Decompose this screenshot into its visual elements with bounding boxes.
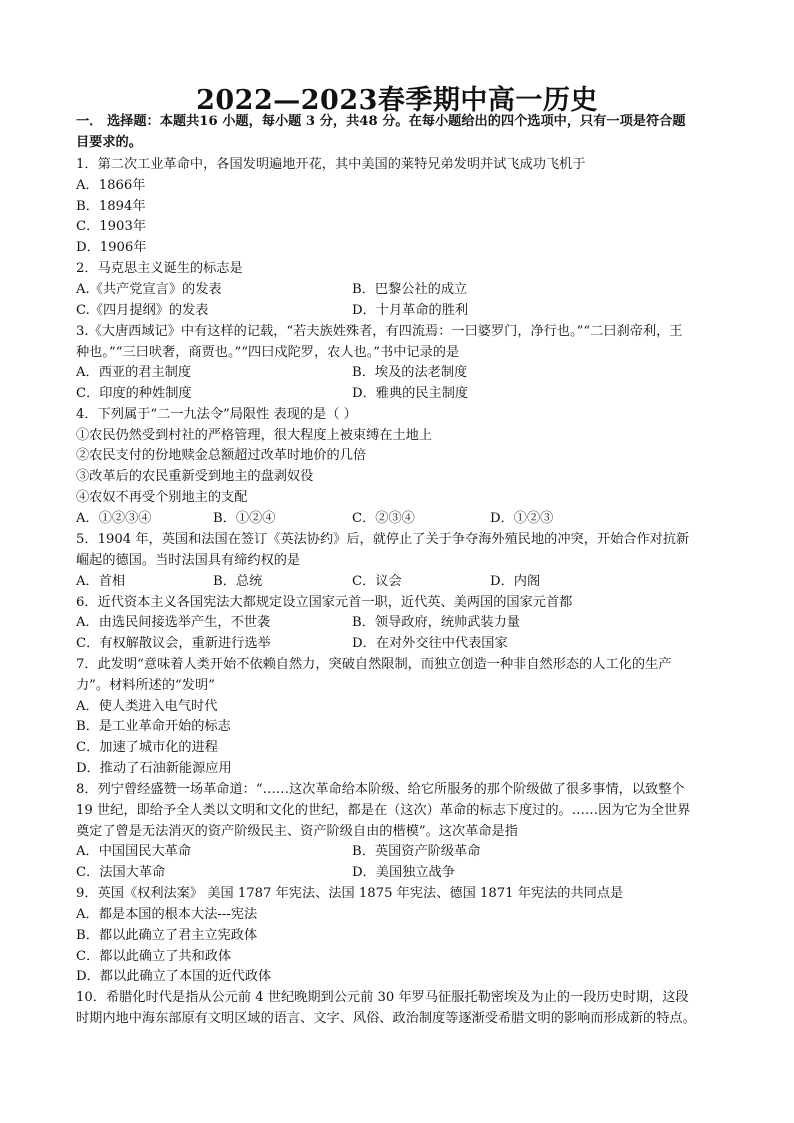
question-8-row-1	[76, 842, 726, 862]
question-2-option-b: B．巴黎公社的成立	[352, 282, 468, 297]
question-9-stem: 9．英国《权利法案》 美国 1787 年宪法、法国 1875 年宪法、德国 1871 年宪法的共同点是	[76, 886, 624, 901]
question-4-stem: 4．下列属于“二一九法令”局限性 表现的是（ ）	[76, 407, 357, 422]
question-6-option-c: C．有权解散议会，重新进行选举	[76, 636, 271, 651]
question-3-option-d: D．雅典的民主制度	[352, 386, 469, 401]
question-7-stem: 7．此发明“意味着人类开始不依赖自然力，突破自然限制，而独立创造一种非自然形态的人工化的生产	[76, 657, 672, 672]
question-4-option-c: C．②③④	[352, 511, 415, 526]
question-6-stem: 6．近代资本主义各国宪法大都规定设立国家元首一职，近代英、美两国的国家元首都	[76, 595, 573, 610]
question-2-row-2	[76, 301, 726, 321]
question-4-item-2: ②农民支付的份地赎金总额超过改革时地价的几倍	[76, 448, 367, 463]
question-7-option-c: C．加速了城市化的进程	[76, 740, 218, 755]
question-6-row-1	[76, 613, 726, 633]
question-7-option-b: B．是工业革命开始的标志	[76, 719, 231, 734]
question-2-row-1	[76, 280, 726, 300]
question-9-option-d: D．都以此确立了本国的近代政体	[76, 969, 272, 984]
question-4-options	[76, 509, 726, 529]
question-8-option-a: A．中国国民大革命	[76, 844, 192, 859]
question-6-option-d: D．在对外交往中代表国家	[352, 636, 508, 651]
question-3-row-2	[76, 384, 726, 404]
question-3-option-c: C．印度的种姓制度	[76, 386, 192, 401]
question-8-option-b: B．英国资产阶级革命	[352, 844, 481, 859]
question-8-stem: 8．列宁曾经盛赞一场革命道：“……这次革命给本阶级、给它所服务的那个阶级做了很多事情，以致整个	[76, 782, 685, 797]
question-10-stem-cont: 时期内地中海东部原有文明区域的语言、文字、风俗、政治制度等逐渐受希腊文明的影响而形成新的特点。	[76, 1011, 696, 1026]
question-5-stem-cont: 崛起的德国。当时法国具有缔约权的是	[76, 553, 301, 568]
question-1-option-a: A．1866年	[76, 178, 146, 193]
question-3-row-1	[76, 363, 726, 383]
question-6-row-2	[76, 634, 726, 654]
question-1-stem: 1．第二次工业革命中，各国发明遍地开花，其中美国的莱特兄弟发明并试飞成功飞机于	[76, 157, 586, 172]
question-1-option-b: B．1894年	[76, 199, 146, 214]
question-1-option-d: D．1906年	[76, 240, 147, 255]
question-9-option-c: C．都以此确立了共和政体	[76, 949, 232, 964]
question-2-stem: 2．马克思主义诞生的标志是	[76, 261, 243, 276]
question-8-option-c: C．法国大革命	[76, 865, 166, 880]
question-5-option-d: D．内阁	[490, 574, 541, 589]
question-3-option-b: B．埃及的法老制度	[352, 365, 468, 380]
question-4-item-3: ③改革后的农民重新受到地主的盘剥奴役	[76, 469, 314, 484]
question-9-option-b: B．都以此确立了君主立宪政体	[76, 928, 258, 943]
question-4-item-1: ①农民仍然受到村社的严格管理，很大程度上被束缚在土地上	[76, 428, 433, 443]
question-8-option-d: D．美国独立战争	[352, 865, 455, 880]
question-5-options	[76, 572, 726, 592]
question-2-option-c: C.《四月提纲》的发表	[76, 303, 209, 318]
question-6-option-b: B．领导政府，统帅武装力量	[352, 615, 520, 630]
question-4-option-a: A．①②③④	[76, 511, 152, 526]
question-7-option-a: A．使人类进入电气时代	[76, 699, 218, 714]
question-7-option-d: D．推动了石油新能源应用	[76, 761, 232, 776]
question-8-stem-cont-1: 19 世纪，即给予全人类以文明和文化的世纪，都是在（这次）革命的标志下度过的。……因为它为全世界	[76, 803, 691, 818]
question-3-stem: 3.《大唐西域记》中有这样的记载，“若夫族姓殊者，有四流焉：一曰婆罗门，净行也。”“二曰刹帝利，王	[76, 324, 683, 339]
question-8-stem-cont-2: 奠定了曾是无法消灭的资产阶级民主、资产阶级自由的楷模”。这次革命是指	[76, 824, 518, 839]
question-5-option-c: C．议会	[352, 574, 402, 589]
question-6-option-a: A．由选民间接选举产生，不世袭	[76, 615, 271, 630]
question-2-option-d: D．十月革命的胜利	[352, 303, 469, 318]
question-2-option-a: A.《共产党宣言》的发表	[76, 282, 222, 297]
question-3-stem-cont: 种也。”“三曰吠奢，商贾也。”“四曰戍陀罗，农人也。”书中记录的是	[76, 345, 460, 360]
question-5-option-b: B．总统	[213, 574, 263, 589]
question-4-option-b: B．①②④	[213, 511, 276, 526]
question-3-option-a: A．西亚的君主制度	[76, 365, 192, 380]
question-8-row-2	[76, 863, 726, 883]
question-5-stem: 5．1904 年，英国和法国在签订《英法协约》后，就停止了关于争夺海外殖民地的冲突，开始合作对抗新	[76, 532, 690, 547]
section-instruction-cont: 目要求的。	[76, 135, 142, 150]
question-4-option-d: D．①②③	[490, 511, 554, 526]
question-5-option-a: A．首相	[76, 574, 126, 589]
page-title: 2022—2023春季期中高一历史	[196, 85, 598, 116]
section-instruction: 一． 选择题：本题共16 小题，每小题 3 分，共48 分。在每小题给出的四个选项中，只有一项是符合题	[76, 114, 686, 129]
question-7-stem-cont: 力”。材料所述的“发明”	[76, 678, 215, 693]
question-1-option-c: C．1903年	[76, 219, 147, 234]
question-4-item-4: ④农奴不再受个别地主的支配	[76, 490, 248, 505]
question-10-stem: 10．希腊化时代是指从公元前 4 世纪晚期到公元前 30 年罗马征服托勒密埃及为止的一段历史时期，这段	[76, 990, 689, 1005]
question-9-option-a: A．都是本国的根本大法---宪法	[76, 907, 258, 922]
